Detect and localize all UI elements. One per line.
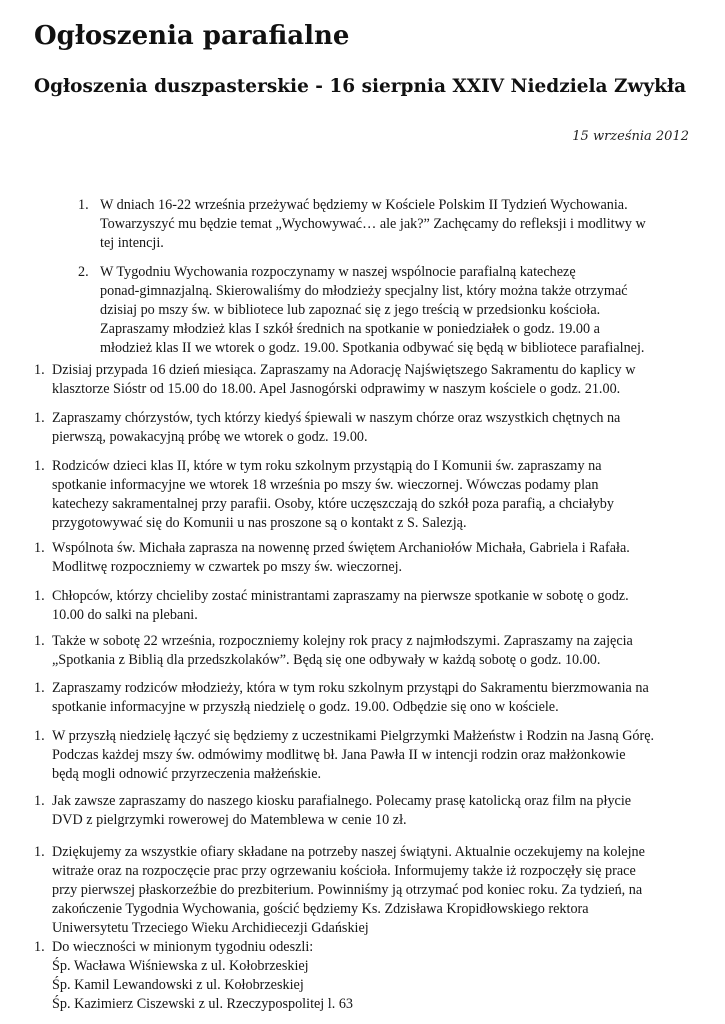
text-line: Modlitwę rozpoczniemy w czwartek po mszy św. wieczornej.: [52, 559, 403, 575]
text-line: Wspólnota św. Michała zaprasza na nowennę przed świętem Archaniołów Michała, Gabriela i Rafała.: [52, 540, 630, 556]
list-marker: 1.: [34, 362, 45, 378]
text-line: ponad-gimnazjalną. Skierowaliśmy do młodzieży specjalny list, który można także otrzymać: [100, 283, 628, 299]
text-line: przygotowywać się do Komunii u nas proszone są o kontakt z S. Salezją.: [52, 515, 467, 531]
text-line: zakończenie Tygodnia Wychowania, gościć będziemy Ks. Zdzisława Kropidłowskiego rektora: [52, 901, 589, 917]
text-line: Zapraszamy rodziców młodzieży, która w tym roku szkolnym przystąpi do Sakramentu bierzmowania na: [52, 680, 649, 696]
text-line: katechezy sakramentalnej przy parafii. Osoby, które uczęszczają do szkół poza parafią, a chciałyby: [52, 496, 614, 512]
text-line: młodzież klas II we wtorek o godz. 19.00. Spotkania odbywać się będą w bibliotece parafialnej.: [100, 340, 645, 356]
text-line: spotkanie informacyjne we wtorek 18 września po mszy św. wieczornej. Wówczas podamy plan: [52, 477, 599, 493]
text-line: pierwszą, powakacyjną próbę we wtorek o godz. 19.00.: [52, 429, 368, 445]
announcement-item: [34, 938, 694, 1014]
announcement-item: [34, 727, 694, 784]
text-line: W Tygodniu Wychowania rozpoczynamy w naszej wspólnocie parafialną katechezę: [100, 264, 576, 280]
text-line: przy pierwszej płaskorzeźbie do prezbiterium. Powinniśmy ją otrzymać pod koniec roku. Za tydzień, na: [52, 882, 643, 898]
text-line: klasztorze Sióstr od 15.00 do 18.00. Apel Jasnogórski odprawimy w naszym kościele o godz. 21.00.: [52, 381, 621, 397]
text-line: witraże oraz na rozpoczęcie prac przy ogrzewaniu kościoła. Informujemy także iż rozpoczęły się prace: [52, 863, 636, 879]
announcement-item: [34, 539, 694, 577]
announcement-item: [34, 679, 694, 717]
list-marker: 1.: [34, 793, 45, 809]
text-line: 10.00 do salki na plebani.: [52, 607, 198, 623]
announcement-item: [34, 792, 694, 830]
text-line: Zapraszamy młodzież klas I szkół średnich na spotkanie w poniedziałek o godz. 19.00 a: [100, 321, 600, 337]
text-line: W dniach 16-22 września przeżywać będziemy w Kościele Polskim II Tydzień Wychowania.: [100, 197, 628, 213]
list-marker: 1.: [78, 197, 89, 213]
text-line: Śp. Kamil Lewandowski z ul. Kołobrzeskiej: [52, 977, 304, 993]
text-line: Śp. Wacława Wiśniewska z ul. Kołobrzeskiej: [52, 958, 309, 974]
announcement-text: [78, 196, 690, 253]
text-line: tej intencji.: [100, 235, 164, 251]
announcement-item: [34, 632, 694, 670]
announcement-item: [34, 361, 694, 399]
text-line: spotkanie informacyjne w przyszłą niedzielę o godz. 19.00. Odbędzie się ono w kościele.: [52, 699, 559, 715]
text-line: „Spotkania z Biblią dla przedszkolaków”. Będą się one odbywały w każdą sobotę o godz. 10.00.: [52, 652, 601, 668]
text-line: Śp. Kazimierz Ciszewski z ul. Rzeczypospolitej l. 63: [52, 996, 354, 1012]
text-line: Chłopców, którzy chcieliby zostać ministrantami zapraszamy na pierwsze spotkanie w sobotę o godz.: [52, 588, 629, 604]
announcement-text: [34, 727, 694, 784]
text-line: Także w sobotę 22 września, rozpoczniemy kolejny rok pracy z najmłodszymi. Zapraszamy na zajęcia: [52, 633, 633, 649]
list-marker: 1.: [34, 458, 45, 474]
announcement-text: [34, 792, 694, 830]
list-marker: 1.: [34, 728, 45, 744]
announcement-item: [78, 263, 690, 358]
announcement-text: [78, 263, 690, 358]
announcement-item: [78, 196, 690, 253]
text-line: W przyszłą niedzielę łączyć się będziemy z uczestnikami Pielgrzymki Małżeństw i Rodzin na Jasną Górę.: [52, 728, 655, 744]
text-line: DVD z pielgrzymki rowerowej do Matemblewa w cenie 10 zł.: [52, 812, 407, 828]
announcement-item: [34, 409, 694, 447]
list-marker: 1.: [34, 588, 45, 604]
announcement-text: [34, 843, 694, 938]
text-line: Uniwersytetu Trzeciego Wieku Archidiecezji Gdańskiej: [52, 920, 369, 936]
list-marker: 1.: [34, 939, 45, 955]
text-line: Dziękujemy za wszystkie ofiary składane na potrzeby naszej świątyni. Aktualnie oczekujemy na kolejne: [52, 844, 645, 860]
list-marker: 1.: [34, 844, 45, 860]
announcement-text: [34, 938, 694, 1014]
list-marker: 2.: [78, 264, 89, 280]
announcement-text: [34, 679, 694, 717]
list-marker: 1.: [34, 633, 45, 649]
announcement-text: [34, 632, 694, 670]
announcement-text: [34, 539, 694, 577]
announcement-text: [34, 361, 694, 399]
text-line: dzisiaj po mszy św. w bibliotece lub zapoznać się z jego treścią w przedsionku kościoła.: [100, 302, 601, 318]
text-line: Jak zawsze zapraszamy do naszego kiosku parafialnego. Polecamy prasę katolicką oraz film na płycie: [52, 793, 632, 809]
page-title: Ogłoszenia parafialne: [34, 21, 350, 51]
list-marker: 1.: [34, 540, 45, 556]
text-line: Dzisiaj przypada 16 dzień miesiąca. Zapraszamy na Adorację Najświętszego Sakramentu do kaplicy w: [52, 362, 636, 378]
announcement-item: [34, 457, 694, 533]
list-marker: 1.: [34, 410, 45, 426]
text-line: Rodziców dzieci klas II, które w tym roku szkolnym przystąpią do I Komunii św. zapraszamy na: [52, 458, 602, 474]
announcement-item: [34, 843, 694, 938]
text-line: Do wieczności w minionym tygodniu odeszli:: [52, 939, 314, 955]
text-line: Towarzyszyć mu będzie temat „Wychowywać… ale jak?” Zachęcamy do refleksji i modlitwy w: [100, 216, 646, 232]
page-subtitle: Ogłoszenia duszpasterskie - 16 sierpnia XXIV Niedziela Zwykła: [34, 76, 687, 97]
announcement-item: [34, 587, 694, 625]
text-line: będą mogli odnowić przyrzeczenia małżeńskie.: [52, 766, 322, 782]
text-line: Podczas każdej mszy św. odmówimy modlitwę bł. Jana Pawła II w intencji rodzin oraz małżonkowie: [52, 747, 626, 763]
text-line: Zapraszamy chórzystów, tych którzy kiedyś śpiewali w naszym chórze oraz wszystkich chętnych na: [52, 410, 621, 426]
announcement-text: [34, 409, 694, 447]
publication-date: 15 września 2012: [572, 129, 689, 144]
announcement-text: [34, 457, 694, 533]
list-marker: 1.: [34, 680, 45, 696]
announcement-text: [34, 587, 694, 625]
